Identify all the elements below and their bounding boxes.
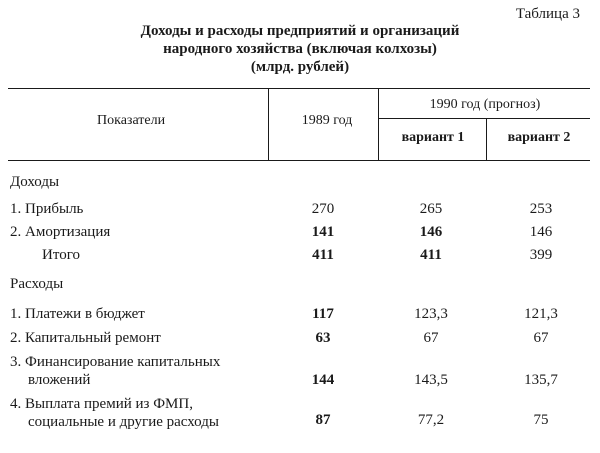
section-income: Доходы (10, 174, 60, 190)
header-variant-2: вариант 2 (507, 130, 571, 145)
value-variant-1: 143,5 (414, 372, 448, 388)
header-top-rule (8, 88, 590, 89)
header-mid-rule (378, 118, 590, 119)
title-line-3: (млрд. рублей) (250, 59, 350, 75)
header-divider-3 (486, 118, 487, 160)
row-label (10, 353, 220, 389)
value-variant-1: 265 (419, 201, 443, 217)
value-variant-2: 135,7 (524, 372, 558, 388)
value-variant-1: 123,3 (414, 306, 448, 322)
value-variant-2: 146 (529, 224, 553, 240)
value-variant-2: 399 (529, 247, 553, 263)
row-label: Итого (42, 247, 80, 263)
row-label: 2. Амортизация (10, 224, 111, 240)
value-variant-2: 253 (529, 201, 553, 217)
table-number: Таблица 3 (515, 6, 580, 22)
value-variant-1: 67 (423, 330, 439, 346)
header-bottom-rule (8, 160, 590, 161)
title-line-2: народного хозяйства (включая колхозы) (163, 41, 437, 57)
row-label: 1. Прибыль (10, 201, 84, 217)
row-label: 1. Платежи в бюджет (10, 306, 145, 322)
row-label (10, 395, 219, 431)
row-label-line-2: социальные и другие расходы (28, 414, 219, 430)
value-variant-1: 411 (420, 247, 442, 263)
row-label-line-2: вложений (28, 372, 91, 388)
value-1989: 87 (315, 412, 331, 428)
section-expenses: Расходы (10, 276, 64, 292)
title-line-1: Доходы и расходы предприятий и организаций (140, 23, 460, 39)
value-variant-1: 146 (419, 224, 443, 240)
header-indicators: Показатели (97, 113, 166, 128)
value-1989: 270 (311, 201, 335, 217)
value-variant-2: 121,3 (524, 306, 558, 322)
header-divider-2 (378, 88, 379, 160)
row-label: 2. Капитальный ремонт (10, 330, 161, 346)
value-1989: 141 (311, 224, 335, 240)
row-label-line-1: 4. Выплата премий из ФМП, (10, 396, 193, 412)
value-variant-2: 75 (533, 412, 549, 428)
header-year-1989: 1989 год (301, 113, 353, 128)
value-variant-2: 67 (533, 330, 549, 346)
row-label-line-1: 3. Финансирование капитальных (10, 354, 221, 370)
header-year-1990-forecast: 1990 год (прогноз) (429, 97, 541, 112)
table-title (0, 22, 600, 76)
value-1989: 117 (312, 306, 334, 322)
value-1989: 144 (311, 372, 335, 388)
header-divider-1 (268, 88, 269, 160)
header-variant-1: вариант 1 (401, 130, 465, 145)
value-variant-1: 77,2 (417, 412, 445, 428)
value-1989: 411 (312, 247, 334, 263)
value-1989: 63 (315, 330, 331, 346)
